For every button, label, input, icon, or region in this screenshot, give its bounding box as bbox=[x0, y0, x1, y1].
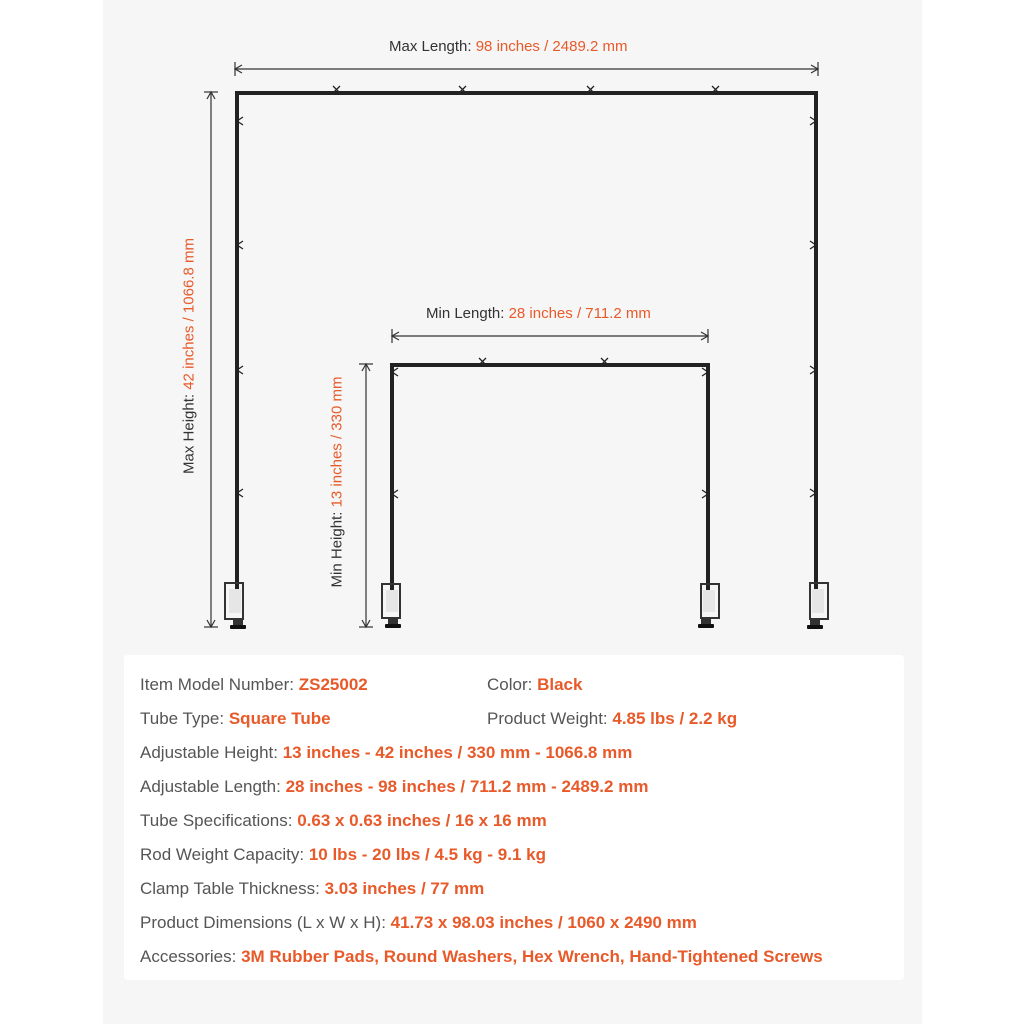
small-frame bbox=[392, 358, 708, 590]
specifications-panel bbox=[124, 655, 904, 980]
clamp-icon bbox=[698, 584, 719, 628]
spec-adjustable-length: Adjustable Length: 28 inches - 98 inches / 711.2 mm - 2489.2 mm bbox=[140, 777, 649, 796]
spec-color: Color: Black bbox=[487, 675, 583, 694]
spec-clamp-thickness: Clamp Table Thickness: 3.03 inches / 77 mm bbox=[140, 879, 485, 898]
min-length-dimension-line bbox=[392, 329, 708, 343]
large-frame bbox=[237, 86, 816, 590]
spec-weight: Product Weight: 4.85 lbs / 2.2 kg bbox=[487, 709, 738, 728]
clamp-icon bbox=[807, 583, 828, 629]
spec-product-dimensions: Product Dimensions (L x W x H): 41.73 x 98.03 inches / 1060 x 2490 mm bbox=[140, 913, 697, 932]
min-height-label: Min Height: 13 inches / 330 mm bbox=[328, 376, 346, 588]
spec-model: Item Model Number: ZS25002 bbox=[140, 675, 368, 694]
clamp-icon bbox=[382, 584, 401, 628]
max-height-label: Max Height: 42 inches / 1066.8 mm bbox=[180, 238, 198, 474]
spec-adjustable-height: Adjustable Height: 13 inches - 42 inches / 330 mm - 1066.8 mm bbox=[140, 743, 633, 762]
spec-tube-specifications: Tube Specifications: 0.63 x 0.63 inches / 16 x 16 mm bbox=[140, 811, 547, 830]
max-length-dimension-line bbox=[235, 62, 818, 76]
spec-rod-weight-capacity: Rod Weight Capacity: 10 lbs - 20 lbs / 4.5 kg - 9.1 kg bbox=[140, 845, 546, 864]
max-height-dimension-line bbox=[204, 92, 218, 627]
clamp-icon bbox=[225, 583, 246, 629]
min-height-dimension-line bbox=[359, 364, 373, 627]
spec-tube-type: Tube Type: Square Tube bbox=[140, 709, 331, 728]
min-length-label: Min Length: 28 inches / 711.2 mm bbox=[426, 305, 651, 322]
spec-accessories: Accessories: 3M Rubber Pads, Round Washers, Hex Wrench, Hand-Tightened Screws bbox=[140, 947, 823, 966]
max-length-label: Max Length: 98 inches / 2489.2 mm bbox=[389, 38, 628, 55]
